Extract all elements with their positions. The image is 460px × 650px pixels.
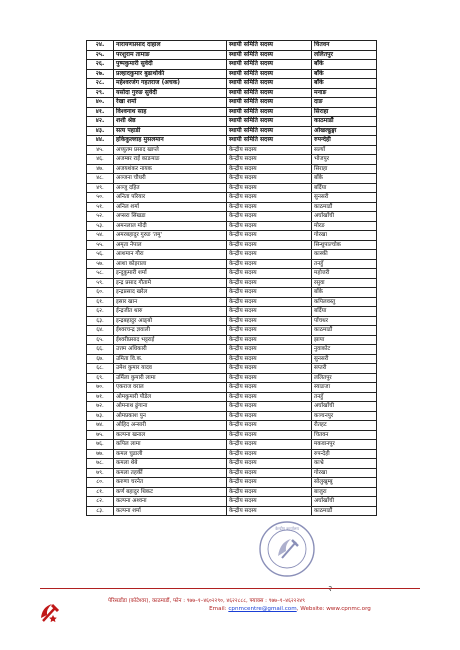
serial-number-cell: ४४. [87, 136, 114, 146]
district-cell: झापा [312, 335, 377, 345]
party-seal-stamp [258, 520, 316, 578]
role-cell: केन्द्रीय सदस्य [227, 231, 312, 241]
serial-number-cell: ५८. [87, 269, 114, 279]
district-cell: बाँके [312, 69, 377, 79]
role-cell: केन्द्रीय सदस्य [227, 459, 312, 469]
name-cell: ओहिद अन्सारी [114, 421, 227, 431]
name-cell: परशुराम तामाङ [114, 50, 227, 60]
footer-contact [140, 606, 440, 612]
serial-number-cell: ५३. [87, 221, 114, 231]
district-cell: रसुवा [312, 278, 377, 288]
serial-number-cell: २५. [87, 50, 114, 60]
role-cell: केन्द्रीय सदस्य [227, 440, 312, 450]
district-cell: तनहुँ [312, 392, 377, 402]
name-cell: हकिकुल्लाह मुसलमान [114, 136, 227, 146]
role-cell: केन्द्रीय सदस्य [227, 183, 312, 193]
serial-number-cell: ४२. [87, 117, 114, 127]
name-cell: ईन्द्रजीत थारु [114, 307, 227, 317]
serial-number-cell: ७२. [87, 402, 114, 412]
role-cell: केन्द्रीय सदस्य [227, 506, 312, 516]
serial-number-cell: ४९. [87, 183, 114, 193]
table-row [87, 60, 377, 70]
table-row [87, 392, 377, 402]
svg-text:केन्द्रीय कार्यालय: केन्द्रीय कार्यालय [275, 526, 299, 531]
district-cell: सिराहा [312, 164, 377, 174]
page-number: २ [328, 584, 333, 593]
name-cell: कल्पना अश्वना [114, 497, 227, 507]
name-cell: अजम्बर राई काङमाङ [114, 155, 227, 165]
serial-number-cell: ८२. [87, 497, 114, 507]
district-cell: बर्दिया [312, 307, 377, 317]
name-cell: उर्मिला कुमारी लामा [114, 373, 227, 383]
table-row [87, 259, 377, 269]
name-cell: ओमप्रकाश पुन [114, 411, 227, 421]
role-cell: केन्द्रीय सदस्य [227, 164, 312, 174]
serial-number-cell: ४५. [87, 145, 114, 155]
role-cell: केन्द्रीय सदस्य [227, 155, 312, 165]
role-cell: केन्द्रीय सदस्य [227, 345, 312, 355]
role-cell: स्थायी समिति सदस्य [227, 136, 312, 146]
name-cell: महेश्वरजंग गहतराज (अचक) [114, 79, 227, 89]
table-row [87, 174, 377, 184]
district-cell: सुनसरी [312, 354, 377, 364]
table-row [87, 50, 377, 60]
district-cell: काठमाडौं [312, 202, 377, 212]
role-cell: स्थायी समिति सदस्य [227, 41, 312, 51]
table-row [87, 364, 377, 374]
table-row [87, 155, 377, 165]
table-row [87, 269, 377, 279]
serial-number-cell: ४८. [87, 174, 114, 184]
name-cell: कमला थेबे [114, 459, 227, 469]
table-row [87, 449, 377, 459]
table-row [87, 345, 377, 355]
district-cell: अर्घाखाँची [312, 497, 377, 507]
table-row [87, 468, 377, 478]
serial-number-cell: ७९. [87, 468, 114, 478]
role-cell: केन्द्रीय सदस्य [227, 202, 312, 212]
name-cell: इसार खान [114, 297, 227, 307]
name-cell: कपिल लामा [114, 440, 227, 450]
role-cell: केन्द्रीय सदस्य [227, 383, 312, 393]
table-row [87, 240, 377, 250]
role-cell: केन्द्रीय सदस्य [227, 421, 312, 431]
table-row [87, 164, 377, 174]
role-cell: केन्द्रीय सदस्य [227, 478, 312, 488]
district-cell: बाँके [312, 60, 377, 70]
role-cell: स्थायी समिति सदस्य [227, 79, 312, 89]
serial-number-cell: ६९. [87, 373, 114, 383]
name-cell: अच्युतम प्रसाद खाप्ले [114, 145, 227, 155]
name-cell: अमनलाल मोदी [114, 221, 227, 231]
district-cell: स्याङजा [312, 383, 377, 393]
serial-number-cell: २७. [87, 69, 114, 79]
district-cell: अर्घाखाँची [312, 212, 377, 222]
district-cell: ओखल्ढुङ्गा [312, 126, 377, 136]
table-row [87, 107, 377, 117]
serial-number-cell: ४३. [87, 126, 114, 136]
serial-number-cell: ७३. [87, 411, 114, 421]
serial-number-cell: ८१. [87, 487, 114, 497]
serial-number-cell: ६३. [87, 316, 114, 326]
table-row [87, 212, 377, 222]
name-cell: आशा कोइराला [114, 259, 227, 269]
serial-number-cell: ५०. [87, 193, 114, 203]
district-cell: दाङ [312, 98, 377, 108]
role-cell: केन्द्रीय सदस्य [227, 335, 312, 345]
role-cell: केन्द्रीय सदस्य [227, 430, 312, 440]
district-cell: मनाङ [312, 88, 377, 98]
role-cell: केन्द्रीय सदस्य [227, 212, 312, 222]
name-cell: विश्वनाथ साह [114, 107, 227, 117]
district-cell: बाँके [312, 288, 377, 298]
name-cell: इन्द्र प्रसाद गौतामे [114, 278, 227, 288]
district-cell: बाँके [312, 79, 377, 89]
name-cell: प्रल्हादकुमार बुढाथोकी [114, 69, 227, 79]
role-cell: केन्द्रीय सदस्य [227, 449, 312, 459]
serial-number-cell: ५१. [87, 202, 114, 212]
name-cell: इन्द्रप्रसाद खरेल [114, 288, 227, 298]
table-row [87, 373, 377, 383]
role-cell: स्थायी समिति सदस्य [227, 69, 312, 79]
serial-number-cell: ७६. [87, 440, 114, 450]
role-cell: स्थायी समिति सदस्य [227, 60, 312, 70]
district-cell: बाँके [312, 174, 377, 184]
table-row [87, 88, 377, 98]
members-table-body [87, 41, 377, 516]
name-cell: ईश्वरीप्रसाद भट्टराई [114, 335, 227, 345]
name-cell: कमला तहर्की [114, 468, 227, 478]
role-cell: स्थायी समिति सदस्य [227, 88, 312, 98]
serial-number-cell: ४६. [87, 155, 114, 165]
district-cell: भोजपुर [312, 155, 377, 165]
role-cell: केन्द्रीय सदस्य [227, 487, 312, 497]
name-cell: शशी श्रेष्ठ [114, 117, 227, 127]
role-cell: केन्द्रीय सदस्य [227, 193, 312, 203]
table-row [87, 297, 377, 307]
table-row [87, 421, 377, 431]
table-row [87, 316, 377, 326]
district-cell: काठमाडौं [312, 117, 377, 127]
district-cell: रौतहट [312, 421, 377, 431]
serial-number-cell: ५५. [87, 240, 114, 250]
serial-number-cell: ६०. [87, 288, 114, 298]
table-row [87, 231, 377, 241]
table-row [87, 354, 377, 364]
serial-number-cell: ५४. [87, 231, 114, 241]
footer-divider [40, 588, 420, 589]
district-cell: मकवानपुर [312, 440, 377, 450]
role-cell: केन्द्रीय सदस्य [227, 373, 312, 383]
website-label: Website: www.cpnmc.org [300, 606, 371, 612]
district-cell: मोरङ [312, 221, 377, 231]
name-cell: अनिल शर्मा [114, 202, 227, 212]
members-table [86, 40, 377, 516]
role-cell: केन्द्रीय सदस्य [227, 497, 312, 507]
serial-number-cell: ५६. [87, 250, 114, 260]
district-cell: सिराहा [312, 107, 377, 117]
district-cell: महोत्तरी [312, 269, 377, 279]
table-row [87, 79, 377, 89]
serial-number-cell: २४. [87, 41, 114, 51]
role-cell: केन्द्रीय सदस्य [227, 468, 312, 478]
serial-number-cell: ६७. [87, 354, 114, 364]
serial-number-cell: ४०. [87, 98, 114, 108]
role-cell: केन्द्रीय सदस्य [227, 307, 312, 317]
role-cell: केन्द्रीय सदस्य [227, 240, 312, 250]
serial-number-cell: ७१. [87, 392, 114, 402]
name-cell: इन्दुकुमारी शर्मा [114, 269, 227, 279]
name-cell: पुष्पकुमारी सुवेदी [114, 60, 227, 70]
role-cell: स्थायी समिति सदस्य [227, 126, 312, 136]
serial-number-cell: ६४. [87, 326, 114, 336]
name-cell: कर्ण बहादुर थिकट [114, 487, 227, 497]
district-cell: सप्तरी [312, 364, 377, 374]
role-cell: स्थायी समिति सदस्य [227, 98, 312, 108]
role-cell: केन्द्रीय सदस्य [227, 316, 312, 326]
role-cell: स्थायी समिति सदस्य [227, 117, 312, 127]
serial-number-cell: २८. [87, 79, 114, 89]
district-cell: कास्की [312, 250, 377, 260]
name-cell: अमृता नेपाल [114, 240, 227, 250]
serial-number-cell: ७५. [87, 430, 114, 440]
website-text: , [296, 606, 301, 612]
name-cell: उमेश कुमार यादव [114, 364, 227, 374]
role-cell: स्थायी समिति सदस्य [227, 107, 312, 117]
role-cell: केन्द्रीय सदस्य [227, 250, 312, 260]
district-cell: तनहुँ [312, 259, 377, 269]
district-cell: रुपन्देही [312, 136, 377, 146]
name-cell: यसोदा गुरुङ सुवेदी [114, 88, 227, 98]
table-row [87, 41, 377, 51]
table-row [87, 145, 377, 155]
serial-number-cell: ५९. [87, 278, 114, 288]
table-row [87, 383, 377, 393]
email-label: Email: [209, 606, 227, 612]
district-cell: गोरखा [312, 468, 377, 478]
name-cell: ओमकुमारी पौडेल [114, 392, 227, 402]
serial-number-cell: ४७. [87, 164, 114, 174]
table-row [87, 459, 377, 469]
table-row [87, 288, 377, 298]
role-cell: केन्द्रीय सदस्य [227, 269, 312, 279]
name-cell: उत्तम अधिकारी [114, 345, 227, 355]
table-row [87, 136, 377, 146]
district-cell: काभ्रे [312, 459, 377, 469]
name-cell: ईश्वरचन्द्र ज्ञवाली [114, 326, 227, 336]
district-cell: सुनसरी [312, 193, 377, 203]
district-cell: अर्घाखाँची [312, 402, 377, 412]
name-cell: अजयशंकर नायक [114, 164, 227, 174]
name-cell: सत्य पहाडी [114, 126, 227, 136]
name-cell: अञ्जु दहित [114, 183, 227, 193]
name-cell: रेखा शर्मा [114, 98, 227, 108]
name-cell: कमल चुडाली [114, 449, 227, 459]
name-cell: आशमान गौरा [114, 250, 227, 260]
name-cell: ओमनाथ ढुंगाना [114, 402, 227, 412]
name-cell: नारायणप्रसाद दाहाल [114, 41, 227, 51]
serial-number-cell: २६. [87, 60, 114, 70]
table-row [87, 278, 377, 288]
district-cell: काठमाडौं [312, 506, 377, 516]
district-cell: ललितपुर [312, 50, 377, 60]
table-row [87, 430, 377, 440]
role-cell: केन्द्रीय सदस्य [227, 326, 312, 336]
district-cell: कञ्चनपुर [312, 411, 377, 421]
table-row [87, 221, 377, 231]
role-cell: केन्द्रीय सदस्य [227, 297, 312, 307]
name-cell: एकराज वराल [114, 383, 227, 393]
role-cell: केन्द्रीय सदस्य [227, 402, 312, 412]
table-row [87, 69, 377, 79]
table-row [87, 126, 377, 136]
name-cell: कल्पना खनाल [114, 430, 227, 440]
serial-number-cell: ६२. [87, 307, 114, 317]
serial-number-cell: ५२. [87, 212, 114, 222]
serial-number-cell: ६६. [87, 345, 114, 355]
table-row [87, 506, 377, 516]
name-cell: उमिता वि.क. [114, 354, 227, 364]
table-row [87, 98, 377, 108]
role-cell: केन्द्रीय सदस्य [227, 278, 312, 288]
role-cell: केन्द्रीय सदस्य [227, 174, 312, 184]
serial-number-cell: ५७. [87, 259, 114, 269]
name-cell: इन्द्रबहादुर आङ्बो [114, 316, 227, 326]
role-cell: केन्द्रीय सदस्य [227, 411, 312, 421]
role-cell: केन्द्रीय सदस्य [227, 288, 312, 298]
district-cell: रुपन्देही [312, 449, 377, 459]
role-cell: केन्द्रीय सदस्य [227, 392, 312, 402]
district-cell: नुवाकोट [312, 345, 377, 355]
serial-number-cell: ७४. [87, 421, 114, 431]
serial-number-cell: ६१. [87, 297, 114, 307]
role-cell: स्थायी समिति सदस्य [227, 50, 312, 60]
role-cell: केन्द्रीय सदस्य [227, 364, 312, 374]
serial-number-cell: ८०. [87, 478, 114, 488]
table-row [87, 183, 377, 193]
serial-number-cell: ८३. [87, 506, 114, 516]
table-row [87, 402, 377, 412]
district-cell: गोरखा [312, 231, 377, 241]
district-cell: चितवन [312, 41, 377, 51]
footer-address: पेरिसडाँडा (कोटेश्वर), काठमाडौं, फोन : ९७७–१–४६०२२९०, ४६२२८८८, फ्याक्स : ९७७–१–४६२२२४९ [108, 598, 305, 604]
name-cell: कल्पना शर्मा [114, 506, 227, 516]
district-cell: पाँचथर [312, 316, 377, 326]
serial-number-cell: ६५. [87, 335, 114, 345]
serial-number-cell: ७०. [87, 383, 114, 393]
table-row [87, 202, 377, 212]
table-row [87, 440, 377, 450]
district-cell: सोलुखुम्बु [312, 478, 377, 488]
serial-number-cell: ७७. [87, 449, 114, 459]
table-row [87, 326, 377, 336]
table-row [87, 478, 377, 488]
table-row [87, 497, 377, 507]
table-row [87, 117, 377, 127]
table-row [87, 307, 377, 317]
district-cell: बर्दिया [312, 183, 377, 193]
serial-number-cell: ७८. [87, 459, 114, 469]
district-cell: सिन्धुपाल्चोक [312, 240, 377, 250]
role-cell: केन्द्रीय सदस्य [227, 145, 312, 155]
serial-number-cell: २९. [87, 88, 114, 98]
party-logo-icon [36, 600, 62, 626]
table-row [87, 411, 377, 421]
district-cell: ललितपुर [312, 373, 377, 383]
district-cell: चितवन [312, 430, 377, 440]
table-row [87, 335, 377, 345]
name-cell: अप्सरा सिंखडा [114, 212, 227, 222]
name-cell: अञ्जना चौधरी [114, 174, 227, 184]
table-row [87, 193, 377, 203]
role-cell: केन्द्रीय सदस्य [227, 354, 312, 364]
table-row [87, 250, 377, 260]
serial-number-cell: ६८. [87, 364, 114, 374]
name-cell: अनिता परियार [114, 193, 227, 203]
district-cell: कपिलवस्तु [312, 297, 377, 307]
serial-number-cell: ४१. [87, 107, 114, 117]
name-cell: करुणा चरनेत [114, 478, 227, 488]
email-link[interactable]: cpnmcentre@gmail.com [228, 606, 297, 612]
district-cell: काठमाडौं [312, 326, 377, 336]
role-cell: केन्द्रीय सदस्य [227, 221, 312, 231]
name-cell: अमरबहादुर गुरुङ 'तमु' [114, 231, 227, 241]
district-cell: बाजुरा [312, 487, 377, 497]
table-row [87, 487, 377, 497]
district-cell: सल्याँ [312, 145, 377, 155]
role-cell: केन्द्रीय सदस्य [227, 259, 312, 269]
